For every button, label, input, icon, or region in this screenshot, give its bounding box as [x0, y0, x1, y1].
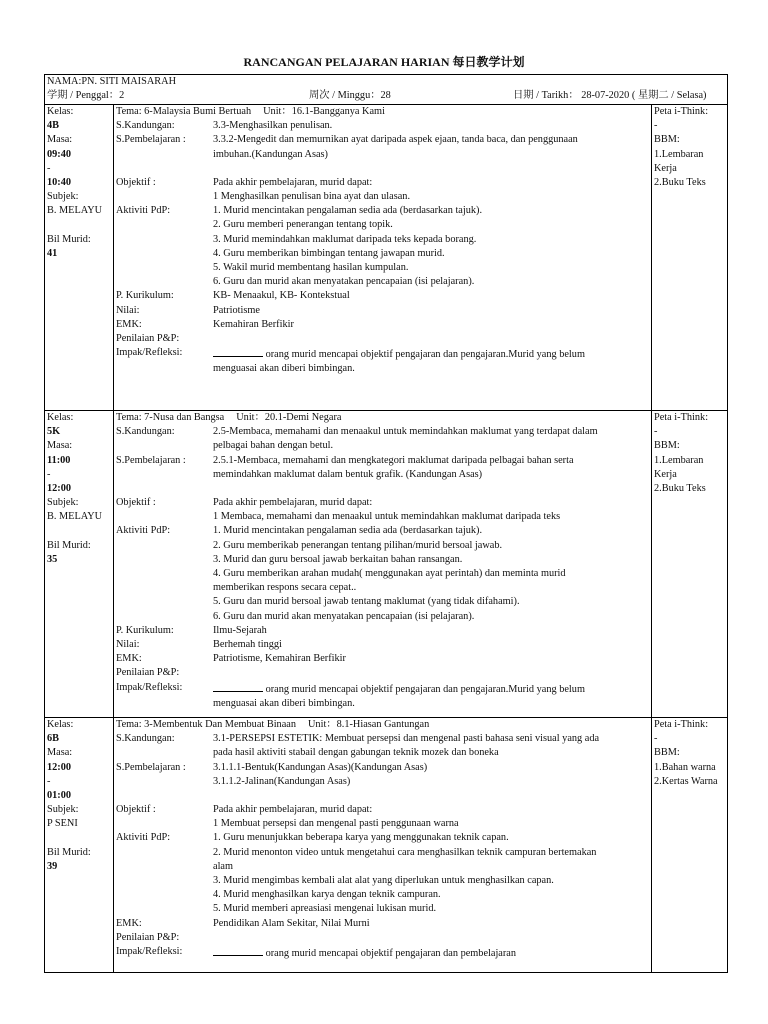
emk-row: EMK: Kemahiran Berfikir	[116, 318, 649, 332]
spembelajaran-line: 2.5.1-Membaca, memahami dan mengkategori maklumat daripada pelbagai bahan serta	[213, 454, 574, 466]
lesson-info-cell	[45, 105, 114, 411]
masa-dash: -	[47, 468, 51, 480]
objektif-line: 1 Menghasilkan penulisan bina ayat dan ulasan.	[213, 191, 411, 203]
resource-line: 1.Lembaran	[654, 454, 704, 466]
lesson-detail-cell	[114, 105, 652, 411]
spembelajaran-line: 3.3.2-Mengedit dan memurnikan ayat daripada aspek ejaan, tanda baca, dan penggunaan	[213, 134, 578, 146]
bil-label: Bil Murid:	[47, 846, 91, 858]
masa-start: 12:00	[47, 761, 72, 773]
resource-line: 2.Buku Teks	[654, 483, 706, 495]
resource-line: 2.Kertas Warna	[654, 775, 718, 787]
tema: Tema: 7-Nusa dan Bangsa	[116, 412, 225, 423]
spembelajaran-row: S.Pembelajaran : 2.5.1-Membaca, memahami dan mengkategori maklumat daripada pelbagai bahan serta memindahkan maklumat dalam bentuk grafik. (Kandungan Asas)	[116, 454, 649, 482]
spembelajaran-line: memindahkan maklumat dalam bentuk grafik. (Kandungan Asas)	[213, 468, 483, 480]
penilaian-row: Penilaian P&P:	[116, 333, 180, 345]
lesson-row	[45, 718, 728, 973]
lesson-detail-cell	[114, 718, 652, 973]
lesson-info-cell	[45, 718, 114, 973]
kelas-value: 5K	[47, 426, 61, 438]
skandungan-line: 2.5-Membaca, memahami dan menaakul untuk memindahkan maklumat yang terdapat dalam	[213, 426, 598, 438]
impak-line: orang murid mencapai objektif pengajaran dan pengajaran.Murid yang belum	[265, 349, 585, 361]
objektif-line: Pada akhir pembelajaran, murid dapat:	[213, 497, 373, 509]
bil-label: Bil Murid:	[47, 539, 91, 551]
term: 学期 / Penggal：2	[47, 90, 125, 101]
aktiviti-line: 1. Guru menunjukkan beberapa karya yang menggunakan teknik capan.	[213, 832, 509, 844]
subjek-value: B. MELAYU	[47, 511, 103, 523]
aktiviti-line: alam	[213, 860, 234, 872]
subjek-label: Subjek:	[47, 497, 79, 509]
tema-line	[116, 718, 649, 732]
resource-line: Peta i-Think:	[654, 719, 709, 730]
aktiviti-line: 1. Murid mencintakan pengalaman sedia ada (berdasarkan tajuk).	[213, 525, 483, 537]
bil-value: 35	[47, 553, 58, 565]
masa-dash: -	[47, 162, 51, 174]
unit: Unit：16.1-Bangganya Kami	[263, 106, 385, 117]
spembelajaran-row: S.Pembelajaran : 3.3.2-Mengedit dan memurnikan ayat daripada aspek ejaan, tanda baca, dan penggunaan imbuhan.(Kandungan Asas)	[116, 133, 649, 161]
skandungan-line: 3.3-Menghasilkan penulisan.	[213, 120, 333, 132]
kurikulum-value: Ilmu-Sejarah	[213, 624, 267, 636]
aktiviti-line: 6. Guru dan murid akan menyatakan pencapaian (isi pelajaran).	[213, 610, 475, 622]
impak-row: Impak/Refleksi: orang murid mencapai objektif pengajaran dan pembelajaran	[116, 946, 517, 960]
penilaian-row: Penilaian P&P:	[116, 931, 180, 943]
masa-label: Masa:	[47, 747, 73, 759]
kelas-label: Kelas:	[47, 106, 74, 117]
emk-value: Pendidikan Alam Sekitar, Nilai Murni	[213, 917, 370, 929]
objektif-line: Pada akhir pembelajaran, murid dapat:	[213, 176, 373, 188]
aktiviti-line: 3. Murid memindahkan maklumat daripada teks kepada borang.	[213, 233, 477, 245]
subjek-value: P SENI	[47, 818, 78, 830]
objektif-row: Objektif : Pada akhir pembelajaran, murid dapat: 1 Membuat persepsi dan mengenal pasti penggunaan warna	[116, 803, 649, 831]
masa-dash: -	[47, 775, 51, 787]
aktiviti-line: 2. Guru memberikab penerangan tentang pilihan/murid bersoal jawab.	[213, 539, 503, 551]
week: 周次 / Minggu：28	[309, 90, 391, 101]
aktiviti-line: 2. Guru memberi penerangan tentang topik.	[213, 219, 393, 231]
impak-line: orang murid mencapai objektif pengajaran dan pembelajaran	[265, 948, 517, 960]
objektif-line: Pada akhir pembelajaran, murid dapat:	[213, 804, 373, 816]
reflection-blank[interactable]	[213, 945, 263, 956]
aktiviti-line: 6. Guru dan murid akan menyatakan pencapaian (isi pelajaran).	[213, 276, 475, 288]
impak-row: Impak/Refleksi: orang murid mencapai objektif pengajaran dan pengajaran.Murid yang belum menguasai akan diberi bimbingan.	[116, 346, 649, 376]
masa-start: 09:40	[47, 148, 72, 160]
tema: Tema: 3-Membentuk Dan Membuat Binaan	[116, 719, 296, 730]
masa-end: 01:00	[47, 790, 72, 802]
resource-line: BBM:	[654, 440, 680, 452]
lesson-resource-cell	[652, 105, 728, 411]
impak-line: menguasai akan diberi bimbingan.	[213, 363, 355, 375]
resource-line: BBM:	[654, 747, 680, 759]
resource-line: Kerja	[654, 162, 677, 174]
skandungan-row: S.Kandungan: 3.3-Menghasilkan penulisan.	[116, 119, 649, 133]
header-row	[45, 75, 728, 105]
page-title: RANCANGAN PELAJARAN HARIAN 每日教学计划	[243, 55, 525, 69]
objektif-row: Objektif : Pada akhir pembelajaran, murid dapat: 1 Menghasilkan penulisan bina ayat dan ulasan.	[116, 176, 649, 204]
spembelajaran-row: S.Pembelajaran : 3.1.1.1-Bentuk(Kandungan Asas)(Kandungan Asas) 3.1.1.2-Jalinan(Kandungan Asas)	[116, 761, 649, 789]
kelas-value: 4B	[47, 120, 60, 132]
skandungan-line: pelbagai bahan dengan betul.	[213, 440, 334, 452]
aktiviti-line: 5. Guru dan murid bersoal jawab tentang maklumat (yang tidak difahami).	[213, 596, 520, 608]
date: 日期 / Tarikh： 28-07-2020 ( 星期二 / Selasa)	[513, 90, 707, 101]
resource-line: -	[654, 120, 658, 132]
lesson-resource-cell	[652, 718, 728, 973]
subjek-label: Subjek:	[47, 804, 79, 816]
subjek-value: B. MELAYU	[47, 205, 103, 217]
masa-start: 11:00	[47, 454, 71, 466]
masa-end: 10:40	[47, 177, 72, 189]
aktiviti-line: 3. Murid mengimbas kembali alat alat yang diperlukan untuk menghasilkan capan.	[213, 875, 554, 887]
nilai-value: Berhemah tinggi	[213, 639, 282, 651]
aktiviti-line: 5. Murid memberi apreasiasi mengenai lukisan murid.	[213, 903, 437, 915]
spembelajaran-line: imbuhan.(Kandungan Asas)	[213, 148, 328, 160]
resource-line: 1.Bahan warna	[654, 761, 716, 773]
teacher-name: NAMA:PN. SITI MAISARAH	[47, 76, 177, 87]
aktiviti-line: 5. Wakil murid membentang hasilan kumpulan.	[213, 262, 409, 274]
aktiviti-row: Aktiviti PdP: 1. Guru menunjukkan beberapa karya yang menggunakan teknik capan. 2. Murid menonton video untuk mengetahui cara menghasilkan teknik campuran bertemakan alam 3. Murid mengimbas kembali alat alat yang diperlukan untuk menghasilkan capan. 4. Murid menghasilkan karya dengan teknik campuran. 5. Murid memberi apreasiasi mengenai lukisan murid.	[116, 831, 649, 916]
lesson-resource-cell	[652, 411, 728, 718]
masa-end: 12:00	[47, 483, 72, 495]
kurikulum-value: KB- Menaakul, KB- Kontekstual	[213, 290, 350, 302]
tema: Tema: 6-Malaysia Bumi Bertuah	[116, 106, 252, 117]
bil-value: 39	[47, 860, 58, 872]
skandungan-row: S.Kandungan: 3.1-PERSEPSI ESTETIK: Membuat persepsi dan mengenal pasti bahasa seni visual yang ada pada hasil aktiviti stabail dengan gabungan teknik mozek dan boneka	[116, 732, 649, 760]
lesson-row	[45, 411, 728, 718]
resource-line: 1.Lembaran	[654, 148, 704, 160]
kelas-value: 6B	[47, 733, 60, 745]
unit: Unit：8.1-Hiasan Gantungan	[308, 719, 430, 730]
resource-line: Peta i-Think:	[654, 106, 709, 117]
tema-line	[116, 411, 649, 425]
penilaian-row: Penilaian P&P:	[116, 667, 180, 679]
spembelajaran-line: 3.1.1.1-Bentuk(Kandungan Asas)(Kandungan Asas)	[213, 761, 428, 773]
masa-label: Masa:	[47, 440, 73, 452]
aktiviti-line: 1. Murid mencintakan pengalaman sedia ada (berdasarkan tajuk).	[213, 205, 483, 217]
impak-line: menguasai akan diberi bimbingan.	[213, 697, 355, 709]
aktiviti-line: 3. Murid dan guru bersoal jawab berkaitan bahan ransangan.	[213, 553, 463, 565]
objektif-line: 1 Membaca, memahami dan menaakul untuk memindahkan maklumat daripada teks	[213, 511, 561, 523]
aktiviti-row: Aktiviti PdP: 1. Murid mencintakan pengalaman sedia ada (berdasarkan tajuk). 2. Guru memberikab penerangan tentang pilihan/murid bersoal jawab. 3. Murid dan guru bersoal jawab berkaitan bahan ransangan. 4. Guru memberikan arahan mudah( menggunakan ayat perintah) dan meminta murid memberikan respons secara cepat.. 5. Guru dan murid bersoal jawab tentang maklumat (yang tidak difahami). 6. Guru dan murid akan menyatakan pencapaian (isi pelajaran).	[116, 524, 649, 623]
spembelajaran-line: 3.1.1.2-Jalinan(Kandungan Asas)	[213, 775, 351, 787]
kurikulum-row: P. Kurikulum: Ilmu-Sejarah	[116, 624, 649, 638]
reflection-blank[interactable]	[213, 346, 263, 357]
emk-value: Kemahiran Berfikir	[213, 318, 294, 330]
emk-row: EMK: Patriotisme, Kemahiran Berfikir	[116, 652, 649, 666]
resource-line: Peta i-Think:	[654, 412, 709, 423]
aktiviti-line: 4. Murid menghasilkan karya dengan teknik campuran.	[213, 889, 441, 901]
resource-line: -	[654, 426, 658, 438]
emk-row: EMK: Pendidikan Alam Sekitar, Nilai Murni	[116, 917, 649, 931]
impak-row: Impak/Refleksi: orang murid mencapai objektif pengajaran dan pengajaran.Murid yang belum menguasai akan diberi bimbingan.	[116, 681, 649, 711]
bil-label: Bil Murid:	[47, 233, 91, 245]
objektif-line: 1 Membuat persepsi dan mengenal pasti penggunaan warna	[213, 818, 459, 830]
kelas-label: Kelas:	[47, 719, 74, 730]
bil-value: 41	[47, 247, 58, 259]
reflection-blank[interactable]	[213, 681, 263, 692]
subjek-label: Subjek:	[47, 191, 79, 203]
resource-line: Kerja	[654, 468, 677, 480]
impak-line: orang murid mencapai objektif pengajaran dan pengajaran.Murid yang belum	[265, 683, 585, 695]
lesson-info-cell	[45, 411, 114, 718]
masa-label: Masa:	[47, 134, 73, 146]
lesson-plan-table	[44, 74, 728, 973]
skandungan-row: S.Kandungan: 2.5-Membaca, memahami dan menaakul untuk memindahkan maklumat yang terdapat dalam pelbagai bahan dengan betul.	[116, 425, 649, 453]
kelas-label: Kelas:	[47, 412, 74, 423]
aktiviti-line: 4. Guru memberikan arahan mudah( menggunakan ayat perintah) dan meminta murid	[213, 568, 566, 580]
tema-line	[116, 105, 649, 119]
resource-line: 2.Buku Teks	[654, 177, 706, 189]
nilai-row: Nilai: Berhemah tinggi	[116, 638, 649, 652]
nilai-row: Nilai: Patriotisme	[116, 304, 649, 318]
lesson-row	[45, 105, 728, 411]
objektif-row: Objektif : Pada akhir pembelajaran, murid dapat: 1 Membaca, memahami dan menaakul untuk memindahkan maklumat daripada teks	[116, 496, 649, 524]
nilai-value: Patriotisme	[213, 304, 260, 316]
skandungan-line: 3.1-PERSEPSI ESTETIK: Membuat persepsi dan mengenal pasti bahasa seni visual yang ada	[213, 733, 600, 745]
resource-line: -	[654, 733, 658, 745]
emk-value: Patriotisme, Kemahiran Berfikir	[213, 653, 346, 665]
skandungan-line: pada hasil aktiviti stabail dengan gabungan teknik mozek dan boneka	[213, 747, 499, 759]
aktiviti-line: 4. Guru memberikan bimbingan tentang jawapan murid.	[213, 247, 445, 259]
aktiviti-line: memberikan respons secara cepat..	[213, 582, 357, 594]
kurikulum-row: P. Kurikulum: KB- Menaakul, KB- Kontekstual	[116, 289, 649, 303]
aktiviti-row: Aktiviti PdP: 1. Murid mencintakan pengalaman sedia ada (berdasarkan tajuk). 2. Guru memberi penerangan tentang topik. 3. Murid memindahkan maklumat daripada teks kepada borang. 4. Guru memberikan bimbingan tentang jawapan murid. 5. Wakil murid membentang hasilan kumpulan. 6. Guru dan murid akan menyatakan pencapaian (isi pelajaran).	[116, 204, 649, 289]
unit: Unit：20.1-Demi Negara	[236, 412, 342, 423]
resource-line: BBM:	[654, 134, 680, 146]
lesson-detail-cell	[114, 411, 652, 718]
aktiviti-line: 2. Murid menonton video untuk mengetahui cara menghasilkan teknik campuran bertemakan	[213, 846, 597, 858]
